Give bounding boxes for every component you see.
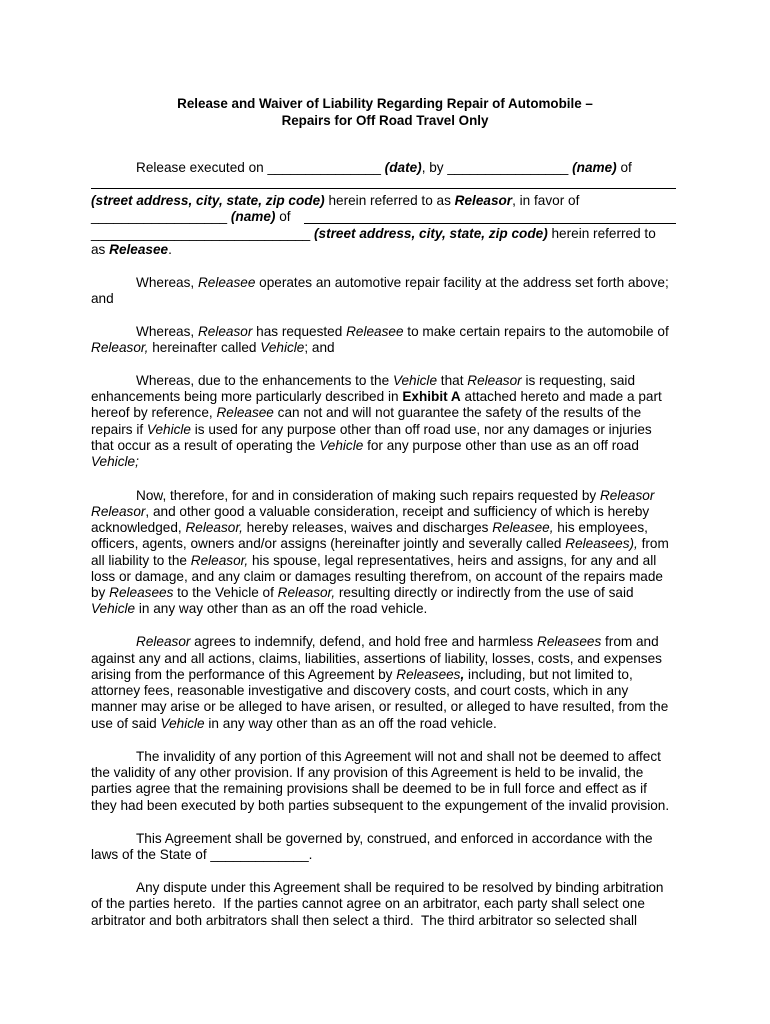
releasee-term: Releasee,	[492, 520, 554, 535]
para-2-line-2: and	[91, 291, 114, 306]
text: herein referred to	[547, 226, 656, 241]
exhibit-a-term: Exhibit A	[402, 389, 461, 404]
text: from and	[601, 634, 659, 649]
para-6-line-1	[136, 633, 659, 650]
para-9-line-2: of the parties hereto. If the parties cannot agree on an arbitrator, each party shall select one	[91, 896, 645, 911]
para-1-line-3	[91, 208, 294, 225]
vehicle-term: Vehicle	[91, 601, 136, 616]
text: has requested	[252, 324, 347, 339]
text: hereinafter called	[148, 340, 261, 355]
releasee-term: Releasee	[216, 405, 274, 420]
releasee-term: Releasee	[109, 242, 169, 257]
document-title-line-1: Release and Waiver of Liability Regarding Repair of Automobile –	[177, 96, 593, 111]
document-title-line-2: Repairs for Off Road Travel Only	[281, 113, 489, 128]
releasees-term: Releasees	[396, 667, 461, 682]
para-1-line-1	[136, 159, 632, 176]
text: his spouse, legal representatives, heirs and assigns, for any and all	[248, 553, 657, 568]
releasee-term: Releasee	[346, 324, 404, 339]
text: .	[168, 242, 172, 257]
para-5-line-5	[91, 552, 656, 569]
text: all liability to the	[91, 553, 191, 568]
releasor-name-blank: ________________	[447, 160, 569, 175]
text: Whereas,	[136, 275, 198, 290]
para-3-line-2	[91, 339, 335, 356]
para-7-line-1: The invalidity of any portion of this Agreement will not and shall not be deemed to affect	[136, 749, 661, 764]
name-label: (name)	[227, 209, 276, 224]
para-9-line-1: Any dispute under this Agreement shall be required to be resolved by binding arbitration	[136, 880, 664, 895]
releasees-term: Releasees	[537, 634, 602, 649]
para-6-line-3	[91, 666, 633, 683]
releasor-term: Releasor,	[185, 520, 243, 535]
text: including, but not limited to,	[464, 667, 633, 682]
para-6-line-2: against any and all actions, claims, liabilities, assertions of liability, losses, costs, and expenses	[91, 651, 662, 666]
releasor-term: Releasor,	[277, 585, 336, 600]
date-label: (date)	[380, 160, 422, 175]
address-label: (street address, city, state, zip code)	[91, 193, 325, 208]
text: that occur as a result of operating the	[91, 438, 320, 453]
text: of	[616, 160, 632, 175]
para-4-line-3	[91, 404, 641, 421]
para-5-line-3	[91, 519, 648, 536]
para-8-line-1: This Agreement shall be governed by, construed, and enforced in accordance with the	[136, 831, 653, 846]
text: , and other good a valuable consideration, receipt and sufficiency of which is hereby	[145, 504, 650, 519]
para-6-line-6	[91, 715, 497, 732]
text: Whereas,	[136, 324, 198, 339]
para-9-line-3: arbitrator and both arbitrators shall then select a third. The third arbitrator so selected shall	[91, 913, 638, 928]
text: herein referred to as	[324, 193, 455, 208]
releasee-address-blank-1	[304, 208, 676, 224]
para-8-line-2: laws of the State of _____________.	[91, 847, 313, 862]
text: that	[437, 373, 468, 388]
text: of	[275, 209, 295, 224]
text: operates an automotive repair facility at the address set forth above;	[255, 275, 669, 290]
text: acknowledged,	[91, 520, 186, 535]
releasor-term: Releasor	[136, 634, 191, 649]
text: use of said	[91, 716, 161, 731]
text: agrees to indemnify, defend, and hold free and harmless	[190, 634, 538, 649]
releasees-term: Releasees	[109, 585, 174, 600]
text: by	[91, 585, 110, 600]
text: Release executed on	[136, 160, 268, 175]
text: attached hereto and made a part	[460, 389, 662, 404]
para-6-line-4: attorney fees, reasonable investigative and discovery costs, and court costs, which in any	[91, 683, 629, 698]
para-6-line-5: manner may arise or be alleged to have arisen, or resulted, or alleged to have resulted, from the	[91, 699, 669, 714]
name-label: (name)	[568, 160, 617, 175]
text: as	[91, 242, 110, 257]
releasee-address-blank-2: _____________________________	[91, 226, 311, 241]
para-2-line-1	[136, 274, 669, 291]
text: repairs if	[91, 422, 147, 437]
text: Now, therefore, for and in consideration of making such repairs requested by	[136, 488, 600, 503]
text: can not and will not guarantee the safety of the results of the	[273, 405, 642, 420]
para-5-line-2	[91, 503, 649, 520]
text: arising from the performance of this Agreement by	[91, 667, 397, 682]
para-1-line-2	[91, 192, 579, 209]
releasor-term: Releasor	[467, 373, 522, 388]
releasee-term: Releasee	[197, 275, 256, 290]
vehicle-term: Vehicle	[160, 716, 205, 731]
text: for any purpose other than use as an off road	[363, 438, 639, 453]
para-4-line-5	[91, 437, 639, 454]
releasor-term: Releasor	[599, 488, 655, 503]
para-5-line-4	[91, 535, 669, 552]
para-4-line-4	[91, 421, 652, 438]
para-1-line-5	[91, 241, 172, 258]
text: to make certain repairs to the automobile of	[403, 324, 669, 339]
para-5-line-1	[136, 487, 654, 504]
releasor-term: Releasor,	[91, 340, 149, 355]
text: in any way other than as an off the road vehicle.	[135, 601, 428, 616]
para-7-line-2: the validity of any other provision. If any provision of this Agreement is held to be invalid, the	[91, 765, 644, 780]
text: hereof by reference,	[91, 405, 217, 420]
vehicle-term: Vehicle	[319, 438, 364, 453]
text: ,	[460, 667, 465, 682]
text: from	[637, 536, 669, 551]
releasor-term: Releasor	[454, 193, 513, 208]
para-4-line-6: Vehicle;	[91, 454, 139, 469]
para-4-line-1	[136, 372, 635, 389]
text: is used for any purpose other than off road use, nor any damages or injuries	[191, 422, 652, 437]
text: Whereas, due to the enhancements to the	[136, 373, 393, 388]
text: his employees,	[553, 520, 648, 535]
para-7-line-4: they had been executed by both parties subsequent to the expungement of the invalid provision.	[91, 798, 670, 813]
releasor-term: Releasor	[91, 504, 146, 519]
text: hereby releases, waives and discharges	[242, 520, 493, 535]
text: enhancements being more particularly described in	[91, 389, 403, 404]
para-5-line-7	[91, 584, 634, 601]
text: in any way other than as an off the road vehicle.	[204, 716, 497, 731]
vehicle-term: Vehicle	[146, 422, 191, 437]
para-5-line-8	[91, 600, 427, 617]
releasee-name-blank: __________________	[91, 209, 228, 224]
text: resulting directly or indirectly from the use of said	[335, 585, 634, 600]
releasor-address-blank	[91, 188, 676, 189]
para-5-line-6: loss or damage, and any claim or damages resulting therefrom, on account of the repairs made	[91, 569, 663, 584]
para-3-line-1	[136, 323, 669, 340]
text: is requesting, said	[521, 373, 636, 388]
date-blank: _______________	[267, 160, 381, 175]
text: , by	[421, 160, 448, 175]
para-7-line-3: parties agree that the remaining provisions shall be deemed to be in full force and effect as if	[91, 781, 647, 796]
releasees-term: Releasees),	[565, 536, 638, 551]
text: ; and	[304, 340, 335, 355]
text: , in favor of	[512, 193, 580, 208]
releasor-term: Releasor	[197, 324, 253, 339]
para-1-line-4	[91, 225, 656, 242]
text: officers, agents, owners and/or assigns (hereinafter jointly and severally called	[91, 536, 566, 551]
para-4-line-2	[91, 388, 662, 405]
text: to the Vehicle of	[173, 585, 278, 600]
address-label: (street address, city, state, zip code)	[310, 226, 548, 241]
vehicle-term: Vehicle	[260, 340, 305, 355]
releasor-term: Releasor,	[190, 553, 249, 568]
vehicle-term: Vehicle	[392, 373, 438, 388]
